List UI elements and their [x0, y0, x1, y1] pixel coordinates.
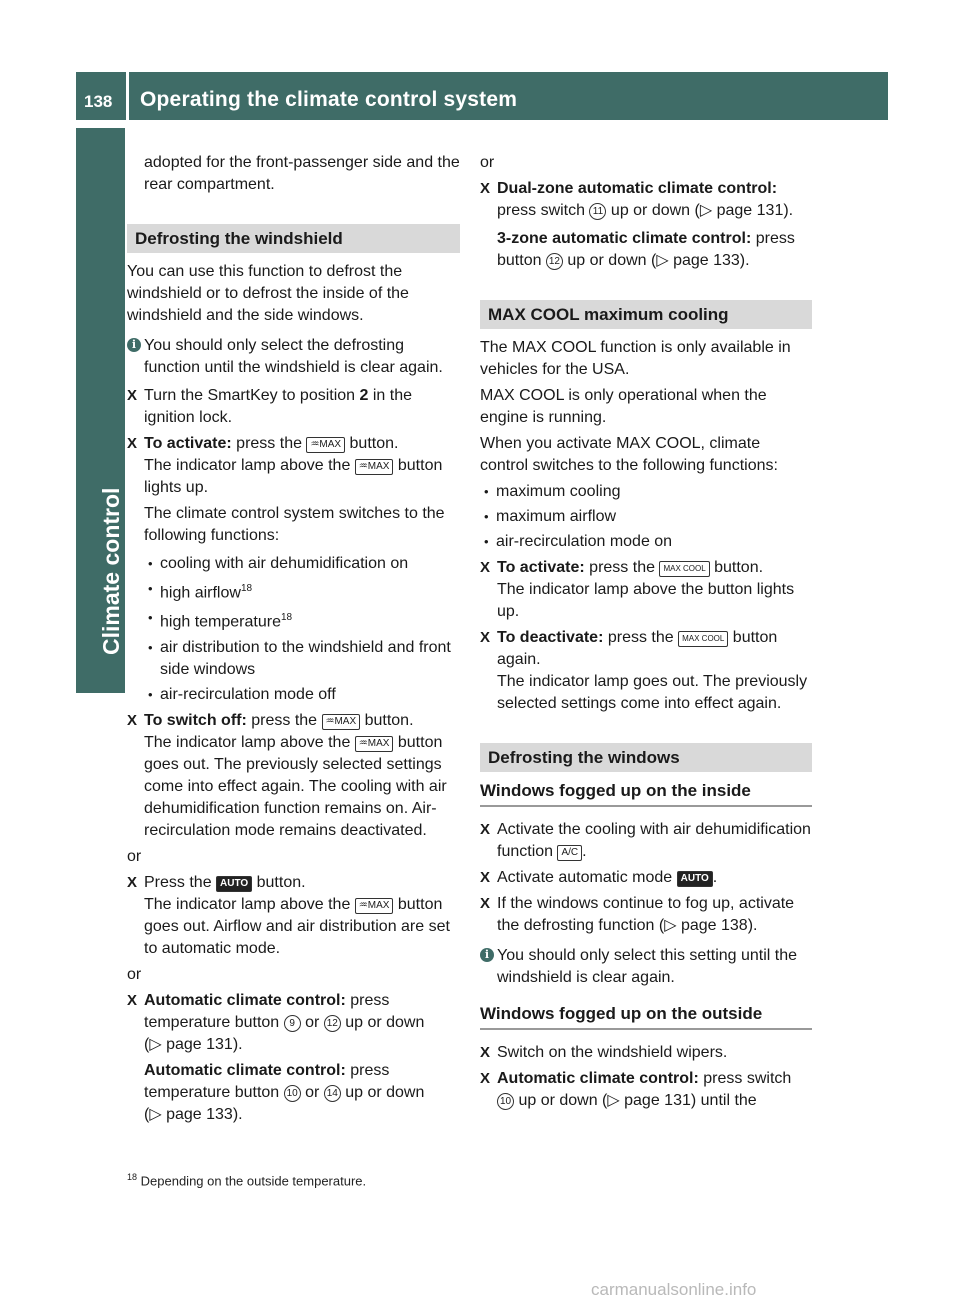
step-text: press temperature button — [144, 1061, 390, 1101]
info-text: You should only select the defrosting function until the windshield is clear again. — [144, 337, 443, 376]
section-heading-defrost-windows: Defrosting the windows — [480, 743, 812, 772]
page-number: 138 — [84, 92, 113, 111]
defrost-button-icon: ♒MAX — [355, 459, 394, 475]
step-label: To activate: — [497, 559, 585, 576]
step-item — [480, 1068, 812, 1112]
list-item: • maximum airflow — [480, 506, 812, 528]
number-12-icon: 12 — [546, 253, 563, 270]
step-text: in the ignition lock. — [144, 387, 413, 426]
step-text: Turn the SmartKey to position — [144, 387, 360, 404]
step-text: Press the — [144, 873, 217, 891]
page-reference: (▷ page 133). — [144, 1105, 243, 1123]
step-text: press the — [246, 711, 322, 729]
step-arrow-icon: X — [480, 1070, 491, 1087]
step-text: button again. — [497, 629, 778, 668]
step-item — [480, 178, 812, 272]
step-text: up or down (▷ page 133). — [562, 252, 750, 269]
step-text: The indicator lamp goes out. The previously selected settings come into effect again. — [497, 673, 808, 712]
page-header — [76, 72, 888, 120]
step-text: button. — [709, 559, 764, 576]
or-text: or — [127, 965, 142, 983]
step-text: up or down — [340, 1083, 425, 1101]
header-divider — [126, 72, 129, 120]
paragraph: The MAX COOL function is only available in vehicles for the USA. — [480, 339, 791, 378]
step-text: button goes out. Airflow and air distribution are set to automatic mode. — [144, 895, 450, 957]
list-item-text: high airflow — [160, 584, 241, 602]
list-item: • air-recirculation mode off — [144, 684, 460, 706]
position-number: 2 — [359, 387, 369, 404]
step-arrow-icon: X — [127, 711, 138, 729]
or-text: or — [480, 154, 495, 171]
step-text: press the — [584, 559, 660, 576]
subheading-outside: Windows fogged up on the outside — [480, 1003, 812, 1030]
page-reference: (▷ page 131). — [144, 1035, 243, 1053]
number-10-icon: 10 — [497, 1093, 514, 1110]
step-arrow-icon: X — [480, 869, 491, 886]
step-text: button. — [360, 711, 414, 729]
number-11-icon: 11 — [589, 203, 606, 220]
step-label: To deactivate: — [497, 629, 604, 646]
step-text: press the — [231, 435, 307, 452]
step-text: Activate the cooling with air dehumidification function — [497, 821, 811, 860]
paragraph: When you activate MAX COOL, climate control switches to the following functions: — [480, 435, 778, 474]
section-heading-defrost-windshield: Defrosting the windshield — [127, 224, 460, 253]
step-text: The climate control system switches to the following functions: — [144, 505, 445, 544]
left-column — [127, 152, 460, 1130]
info-note — [127, 335, 460, 379]
step-item — [480, 557, 812, 623]
defrost-button-icon: ♒MAX — [355, 898, 394, 914]
step-text: The indicator lamp above the — [144, 895, 355, 913]
right-column — [480, 152, 812, 1116]
section-intro: You can use this function to defrost the windshield or to defrost the inside of the windshield and the side windows. — [127, 263, 409, 324]
max-cool-button-icon: MAX COOL — [659, 561, 709, 577]
footnote-text: Depending on the outside temperature. — [140, 1173, 367, 1189]
step-text: The indicator lamp above the — [144, 457, 355, 474]
step-item — [127, 990, 460, 1126]
section-heading-max-cool: MAX COOL maximum cooling — [480, 300, 812, 329]
step-text: Switch on the windshield wipers. — [497, 1044, 728, 1061]
step-item — [127, 385, 460, 429]
number-12-icon: 12 — [324, 1015, 341, 1032]
info-text: You should only select this setting until the windshield is clear again. — [497, 947, 798, 986]
step-text: or — [300, 1083, 324, 1101]
list-item: • maximum cooling — [480, 481, 812, 503]
step-text: Activate automatic mode — [497, 869, 677, 886]
number-9-icon: 9 — [284, 1015, 301, 1032]
list-item: • cooling with air dehumidification on — [144, 553, 460, 575]
step-text: up or down — [340, 1013, 425, 1031]
footnote-ref: 18 — [240, 583, 253, 594]
step-text: button. — [252, 873, 306, 891]
function-list — [144, 553, 460, 706]
auto-button-icon: AUTO — [216, 876, 252, 892]
list-item — [144, 607, 460, 633]
function-list — [480, 481, 812, 553]
number-10-icon: 10 — [284, 1085, 301, 1102]
ac-button-icon: A/C — [557, 845, 582, 861]
step-item — [480, 893, 812, 937]
step-arrow-icon: X — [127, 435, 138, 452]
step-arrow-icon: X — [480, 559, 491, 576]
chapter-tab-label: Climate control — [98, 487, 124, 655]
footnote — [127, 1166, 366, 1192]
step-text: or — [300, 1013, 324, 1031]
step-label: Automatic climate control: — [144, 1061, 346, 1079]
defrost-button-icon: ♒MAX — [306, 437, 345, 453]
step-label: To activate: — [144, 435, 232, 452]
step-text: button. — [345, 435, 399, 452]
step-text: press switch — [698, 1070, 792, 1087]
step-item — [480, 1042, 812, 1064]
paragraph: MAX COOL is only operational when the engine is running. — [480, 387, 767, 426]
step-text: press temperature button — [144, 991, 390, 1031]
step-text: press switch — [497, 202, 590, 219]
step-item — [127, 872, 460, 960]
auto-button-icon: AUTO — [677, 871, 713, 887]
step-label: To switch off: — [144, 711, 247, 729]
info-note — [480, 945, 812, 989]
subheading-inside: Windows fogged up on the inside — [480, 780, 812, 807]
step-label: Dual-zone automatic climate control: — [497, 180, 778, 197]
step-arrow-icon: X — [127, 991, 138, 1009]
step-text: If the windows continue to fog up, activate the defrosting function (▷ page 138). — [497, 895, 795, 934]
continued-paragraph: adopted for the front-passenger side and the rear compartment. — [144, 154, 460, 193]
step-item — [127, 433, 460, 706]
watermark: carmanualsonline.info — [591, 1280, 757, 1299]
or-text: or — [127, 847, 142, 865]
step-item — [480, 819, 812, 863]
step-arrow-icon: X — [127, 873, 138, 891]
defrost-button-icon: ♒MAX — [355, 736, 394, 752]
step-arrow-icon: X — [480, 629, 491, 646]
step-text: . — [712, 869, 718, 886]
defrost-button-icon: ♒MAX — [322, 714, 361, 730]
footnote-ref: 18 — [280, 612, 293, 624]
step-text: press the — [603, 629, 679, 646]
step-text: button goes out. The previously selected settings come into effect again. The cooling with air dehumidification function remains on. Air-recirculation mode remains deactivated. — [144, 733, 447, 839]
list-item: • air-recirculation mode on — [480, 531, 812, 553]
step-arrow-icon: X — [480, 821, 491, 838]
step-label: Automatic climate control: — [144, 991, 346, 1009]
list-item — [144, 578, 460, 604]
step-arrow-icon: X — [480, 180, 491, 197]
page-title: Operating the climate control system — [140, 88, 518, 111]
step-label: Automatic climate control: — [497, 1070, 699, 1087]
step-arrow-icon: X — [480, 895, 491, 912]
step-item — [480, 627, 812, 715]
step-item — [127, 710, 460, 842]
step-text: The indicator lamp above the button lights up. — [497, 581, 795, 620]
footnote-number: 18 — [127, 1172, 138, 1182]
step-label: 3-zone automatic climate control: — [497, 230, 752, 247]
step-text: press button — [497, 230, 795, 269]
step-text: button lights up. — [144, 457, 443, 496]
list-item-text: high temperature — [160, 613, 281, 631]
step-text: up or down (▷ page 131) until the — [514, 1092, 757, 1109]
step-arrow-icon: X — [127, 387, 138, 404]
max-cool-button-icon: MAX COOL — [678, 631, 728, 647]
step-text: The indicator lamp above the — [144, 733, 355, 751]
number-14-icon: 14 — [324, 1085, 341, 1102]
step-text: up or down (▷ page 131). — [606, 202, 794, 219]
info-icon: i — [127, 338, 141, 352]
step-item — [480, 867, 812, 889]
info-icon: i — [480, 948, 494, 962]
step-arrow-icon: X — [480, 1044, 491, 1061]
step-text: . — [582, 843, 587, 860]
list-item: • air distribution to the windshield and front side windows — [144, 637, 460, 681]
